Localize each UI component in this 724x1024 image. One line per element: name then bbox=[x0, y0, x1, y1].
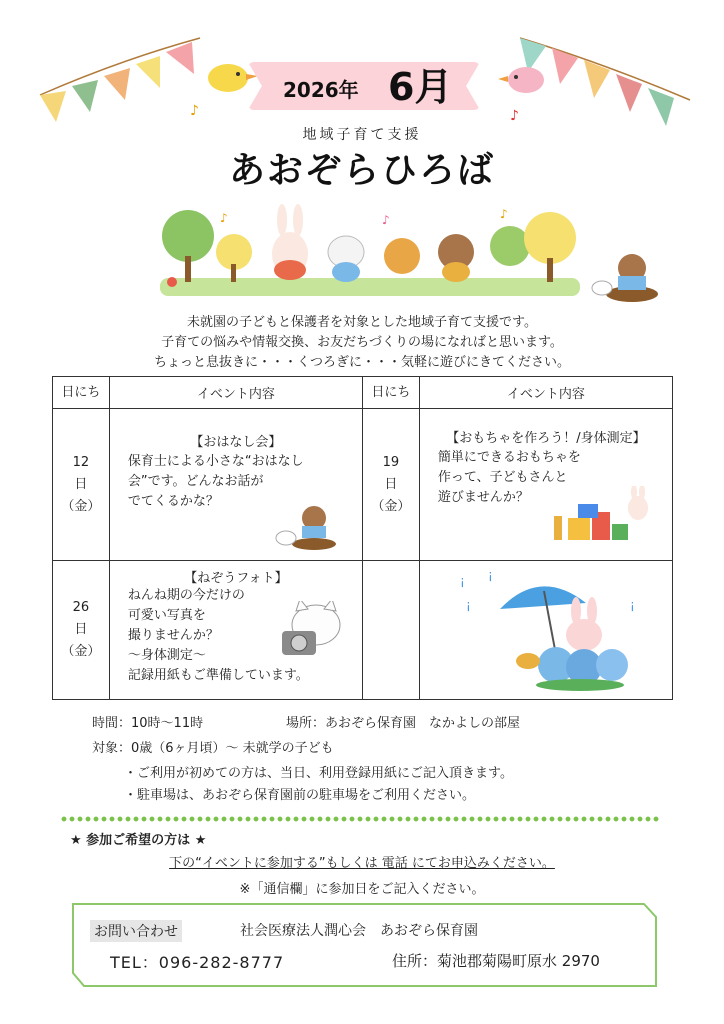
event-title: 【おもちゃを作ろう！/身体測定】 bbox=[446, 431, 646, 446]
event-cell bbox=[109, 409, 362, 561]
table-row bbox=[53, 409, 673, 561]
apply-instruction-text: 下の“イベントに参加する”もしくは 電話 にてお申込みください。 bbox=[169, 856, 555, 871]
contact-address: 住所：菊池郡菊陽町原水 2970 bbox=[392, 952, 600, 970]
table-header-row bbox=[53, 377, 673, 409]
umbrella-rabbit-icon bbox=[460, 569, 650, 693]
svg-text:¡: ¡ bbox=[459, 574, 465, 588]
event-cell bbox=[419, 409, 672, 561]
note-parking: ・駐車場は、あおぞら保育園前の駐車場をご利用ください。 bbox=[124, 788, 476, 803]
event-place: 場所：あおぞら保育園 なかよしの部屋 bbox=[286, 716, 521, 731]
date-day: 12 bbox=[72, 454, 90, 470]
event-date bbox=[53, 561, 110, 700]
contact-organization: 社会医療法人潤心会 あおぞら保育園 bbox=[240, 923, 478, 939]
header-event: イベント内容 bbox=[109, 377, 362, 409]
event-line: 遊びませんか？ bbox=[437, 490, 529, 505]
event-line: 保育士による小さな“おはなし bbox=[127, 454, 304, 469]
svg-text:♪: ♪ bbox=[190, 103, 199, 119]
page-title: あおぞらひろば bbox=[228, 150, 495, 191]
apply-heading: ★ 参加ご希望の方は ★ bbox=[70, 833, 207, 848]
apply-note: ※「通信欄」に参加日をご記入ください。 bbox=[239, 882, 485, 897]
contact-label: お問い合わせ bbox=[90, 920, 182, 942]
svg-text:♪: ♪ bbox=[220, 211, 228, 225]
page-subtitle: 地域子育て支援 bbox=[302, 127, 422, 143]
svg-text:¡: ¡ bbox=[487, 569, 493, 582]
toy-blocks-icon bbox=[548, 486, 658, 546]
date-unit: 日 bbox=[74, 476, 88, 492]
svg-text:¡: ¡ bbox=[629, 598, 635, 612]
bird-icon bbox=[208, 64, 258, 92]
dotted-divider bbox=[60, 816, 660, 822]
date-day: 19 bbox=[382, 454, 400, 470]
apply-instruction bbox=[0, 852, 724, 871]
table-row bbox=[53, 561, 673, 700]
date-day: 26 bbox=[72, 600, 90, 615]
contact-phone[interactable]: TEL：096-282-8777 bbox=[110, 953, 285, 972]
event-line: でてくるかな？ bbox=[127, 494, 219, 509]
bear-reading-icon bbox=[274, 500, 338, 550]
bird-icon bbox=[498, 67, 544, 93]
intro-text bbox=[0, 313, 724, 373]
event-line: 撮りませんか？ bbox=[127, 628, 219, 643]
year-label: 2026年 bbox=[283, 78, 359, 102]
event-line: 可愛い写真を bbox=[127, 608, 206, 623]
event-target: 対象：0歳（6ヶ月頃）～ 未就学の子ども bbox=[92, 741, 334, 756]
svg-text:♪: ♪ bbox=[382, 213, 390, 227]
header-event: イベント内容 bbox=[419, 377, 672, 409]
event-line: 記録用紙もご準備しています。 bbox=[127, 668, 309, 683]
intro-line: ちょっと息抜きに・・・くつろぎに・・・気軽に遊びにきてください。 bbox=[153, 355, 570, 370]
animal-parade-illustration bbox=[150, 196, 670, 306]
event-date-empty bbox=[362, 561, 419, 700]
event-table bbox=[52, 376, 673, 700]
event-date bbox=[53, 409, 110, 561]
event-cell bbox=[109, 561, 362, 700]
event-line: 作って、子どもさんと bbox=[437, 470, 568, 485]
bear-reading-icon bbox=[592, 254, 658, 302]
event-title: 【ねぞうフォト】 bbox=[184, 571, 288, 586]
svg-text:♪: ♪ bbox=[510, 108, 519, 124]
event-line: ねんね期の今だけの bbox=[127, 588, 245, 603]
month-label: 6月 bbox=[388, 65, 453, 109]
date-weekday: （金） bbox=[371, 498, 411, 514]
date-unit: 日 bbox=[384, 476, 398, 492]
event-line: 会”です。どんなお話が bbox=[127, 474, 264, 489]
svg-text:♪: ♪ bbox=[500, 207, 508, 221]
event-title: 【おはなし会】 bbox=[190, 435, 282, 450]
date-weekday: （金） bbox=[61, 644, 101, 659]
event-line: 簡単にできるおもちゃを bbox=[437, 450, 581, 465]
date-unit: 日 bbox=[74, 622, 88, 637]
event-line: ～身体測定～ bbox=[127, 648, 206, 663]
header-date: 日にち bbox=[362, 377, 419, 409]
contact-box bbox=[72, 903, 657, 987]
svg-text:¡: ¡ bbox=[465, 598, 471, 612]
header-date: 日にち bbox=[53, 377, 110, 409]
event-time: 時間：10時～11時 bbox=[92, 716, 204, 731]
event-date bbox=[362, 409, 419, 561]
intro-line: 子育ての悩みや情報交換、お友だちづくりの場になればと思います。 bbox=[161, 335, 563, 350]
intro-line: 未就園の子どもと保護者を対象とした地域子育て支援です。 bbox=[187, 315, 537, 330]
note-first-visit: ・ご利用が初めての方は、当日、利用登録用紙にご記入頂きます。 bbox=[124, 766, 513, 781]
date-weekday: （金） bbox=[61, 498, 101, 514]
cat-camera-icon bbox=[276, 601, 348, 663]
illustration-cell bbox=[419, 561, 672, 700]
